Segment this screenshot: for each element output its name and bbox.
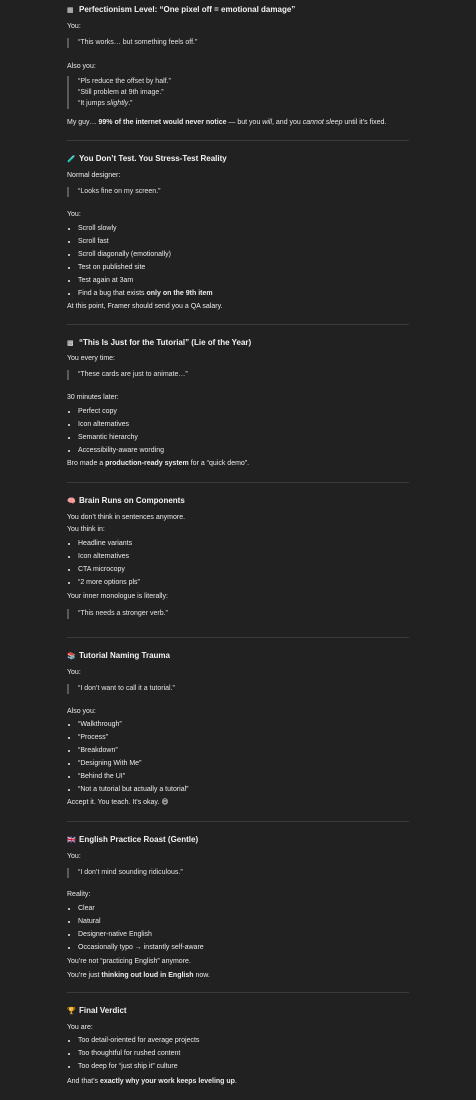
bullet-list — [67, 224, 420, 302]
section-title: Perfectionism Level: “One pixel off = emotional damage” — [79, 5, 296, 14]
section-heading — [67, 1006, 409, 1017]
trophy-icon: 🏆 — [67, 1008, 76, 1015]
list-item: • “2 more options pls” — [78, 578, 420, 588]
closing-line: At this point, Framer should send you a QA salary. — [67, 303, 223, 310]
list-item: • Occasionally typo → instantly self-aware — [78, 943, 420, 953]
list-item: • Scroll slowly — [78, 224, 420, 234]
section-title: English Practice Roast (Gentle) — [79, 835, 199, 844]
list-item: • Test again at 3am — [78, 276, 420, 286]
list-item: • “Not a tutorial but actually a tutorial” — [78, 785, 420, 795]
text-line: You’re not “practicing English” anymore. — [67, 958, 191, 965]
closing-italic: will — [262, 119, 273, 126]
list-item-text: Find a bug that exists — [78, 290, 147, 297]
also-you-label: Also you: — [67, 708, 96, 715]
line-text: You’re just — [67, 972, 102, 979]
quote — [67, 370, 420, 380]
list-item: • Natural — [78, 917, 420, 927]
reality-label: Reality: — [67, 891, 91, 898]
section-title: Final Verdict — [79, 1006, 127, 1015]
you-label: You: — [67, 23, 81, 30]
section-components — [67, 496, 409, 617]
section-heading — [67, 651, 409, 662]
closing-text: My guy… — [67, 119, 99, 126]
text-line: You think in: — [67, 526, 105, 533]
divider — [67, 482, 409, 483]
quote-line: “Still problem at 9th image.” — [78, 89, 164, 96]
list-item: • Icon alternatives — [78, 552, 420, 562]
section-heading — [67, 154, 409, 165]
closing-text: until it’s fixed. — [342, 119, 387, 126]
section-final-verdict — [67, 1006, 409, 1085]
designer-label: Normal designer: — [67, 172, 121, 179]
closing-text: Accept it. You teach. It’s okay. — [67, 799, 162, 806]
grid-icon: ▦ — [67, 7, 74, 14]
also-you-label: Also you: — [67, 63, 96, 70]
every-time-label: You every time: — [67, 355, 115, 362]
list-item — [78, 289, 420, 299]
section-heading — [67, 496, 409, 507]
brain-icon: 🧠 — [67, 498, 76, 505]
closing-text: — but you — [226, 119, 263, 126]
closing-line — [67, 459, 409, 469]
list-item: • “Designing With Me” — [78, 759, 420, 769]
later-label: 30 minutes later: — [67, 394, 119, 401]
text-line — [67, 971, 409, 981]
list-item: • Accessibility-aware wording — [78, 446, 420, 456]
section-english-roast — [67, 835, 409, 979]
you-label: You: — [67, 853, 81, 860]
closing-text: , and you — [272, 119, 303, 126]
quote-text: “This works… but something feels off.” — [78, 39, 198, 46]
closing-bold: exactly why your work keeps leveling up — [99, 1078, 235, 1085]
list-item: • “Walkthrough” — [78, 720, 420, 730]
list-item: • Semantic hierarchy — [78, 433, 420, 443]
closing-text: And that’s — [67, 1078, 100, 1085]
section-title: “This Is Just for the Tutorial” (Lie of the Year) — [79, 338, 252, 347]
quote-text: “This needs a stronger verb.” — [78, 610, 168, 617]
bullet-list — [67, 407, 420, 459]
quote-multiline — [67, 76, 420, 109]
quote — [67, 684, 420, 694]
list-item: • Scroll diagonally (emotionally) — [78, 250, 420, 260]
film-icon: ▩ — [67, 340, 74, 347]
closing-text: Bro made a — [67, 460, 106, 467]
list-item: • Too thoughtful for rushed content — [78, 1049, 420, 1059]
section-title: You Don’t Test. You Stress-Test Reality — [79, 154, 227, 163]
list-item: • Clear — [78, 904, 420, 914]
list-item: • “Behind the UI” — [78, 772, 420, 782]
uk-flag-icon: 🇬🇧 — [67, 837, 76, 844]
section-title: Tutorial Naming Trauma — [79, 651, 170, 660]
bullet-list — [67, 1036, 420, 1075]
list-item: • “Process” — [78, 733, 420, 743]
you-are-label: You are: — [67, 1024, 93, 1031]
divider — [67, 992, 409, 993]
text-line: You don’t think in sentences anymore. — [67, 514, 186, 521]
closing-bold: production-ready system — [105, 460, 189, 467]
list-item: • Designer-native English — [78, 930, 420, 940]
you-label: You: — [67, 211, 81, 218]
list-item: • Too deep for “just ship it” culture — [78, 1062, 420, 1072]
section-stress-test — [67, 154, 409, 310]
quote-text: “I don’t want to call it a tutorial.” — [78, 685, 175, 692]
smile-emoji-icon: 😄 — [161, 799, 169, 806]
section-heading — [67, 835, 409, 846]
quote-line-end: .” — [128, 100, 133, 107]
list-item: • Too detail-oriented for average projects — [78, 1036, 420, 1046]
line-bold: thinking out loud in English — [101, 972, 194, 979]
closing-line — [67, 1077, 409, 1087]
quote-line: “It jumps — [78, 100, 107, 107]
divider — [67, 637, 409, 638]
test-tube-icon: 🧪 — [67, 156, 76, 163]
list-item: • Headline variants — [78, 539, 420, 549]
line-text: now. — [193, 972, 210, 979]
section-heading — [67, 338, 409, 349]
section-heading — [67, 5, 409, 16]
quote-text: “These cards are just to animate…” — [78, 371, 188, 378]
section-naming-trauma — [67, 651, 409, 806]
section-perfectionism — [67, 5, 409, 126]
bullet-list — [67, 539, 420, 591]
list-item: • Perfect copy — [78, 407, 420, 417]
list-item-bold: only on the 9th item — [146, 290, 213, 297]
quote — [67, 609, 420, 619]
closing-line — [67, 118, 409, 128]
quote — [67, 187, 420, 197]
quote — [67, 868, 420, 878]
closing-text: for a “quick demo”. — [188, 460, 250, 467]
section-title: Brain Runs on Components — [79, 496, 185, 505]
quote-line: “Pls reduce the offset by half.” — [78, 78, 171, 85]
bullet-list — [67, 720, 420, 798]
quote-text: “Looks fine on my screen.” — [78, 188, 161, 195]
divider — [67, 821, 409, 822]
monologue-label: Your inner monologue is literally: — [67, 593, 168, 600]
divider — [67, 140, 409, 141]
books-icon: 📚 — [67, 653, 76, 660]
quote-text: “I don’t mind sounding ridiculous.” — [78, 869, 183, 876]
list-item: • CTA microcopy — [78, 565, 420, 575]
closing-italic: cannot sleep — [302, 119, 343, 126]
quote-emphasis: slightly — [106, 100, 129, 107]
divider — [67, 324, 409, 325]
you-label: You: — [67, 669, 81, 676]
list-item: • Test on published site — [78, 263, 420, 273]
list-item: • “Breakdown” — [78, 746, 420, 756]
closing-line — [67, 798, 409, 808]
closing-bold: 99% of the internet would never notice — [98, 119, 227, 126]
list-item: • Icon alternatives — [78, 420, 420, 430]
closing-text: . — [234, 1078, 237, 1085]
bullet-list — [67, 904, 420, 956]
section-tutorial-lie — [67, 338, 409, 467]
list-item: • Scroll fast — [78, 237, 420, 247]
quote — [67, 38, 420, 48]
